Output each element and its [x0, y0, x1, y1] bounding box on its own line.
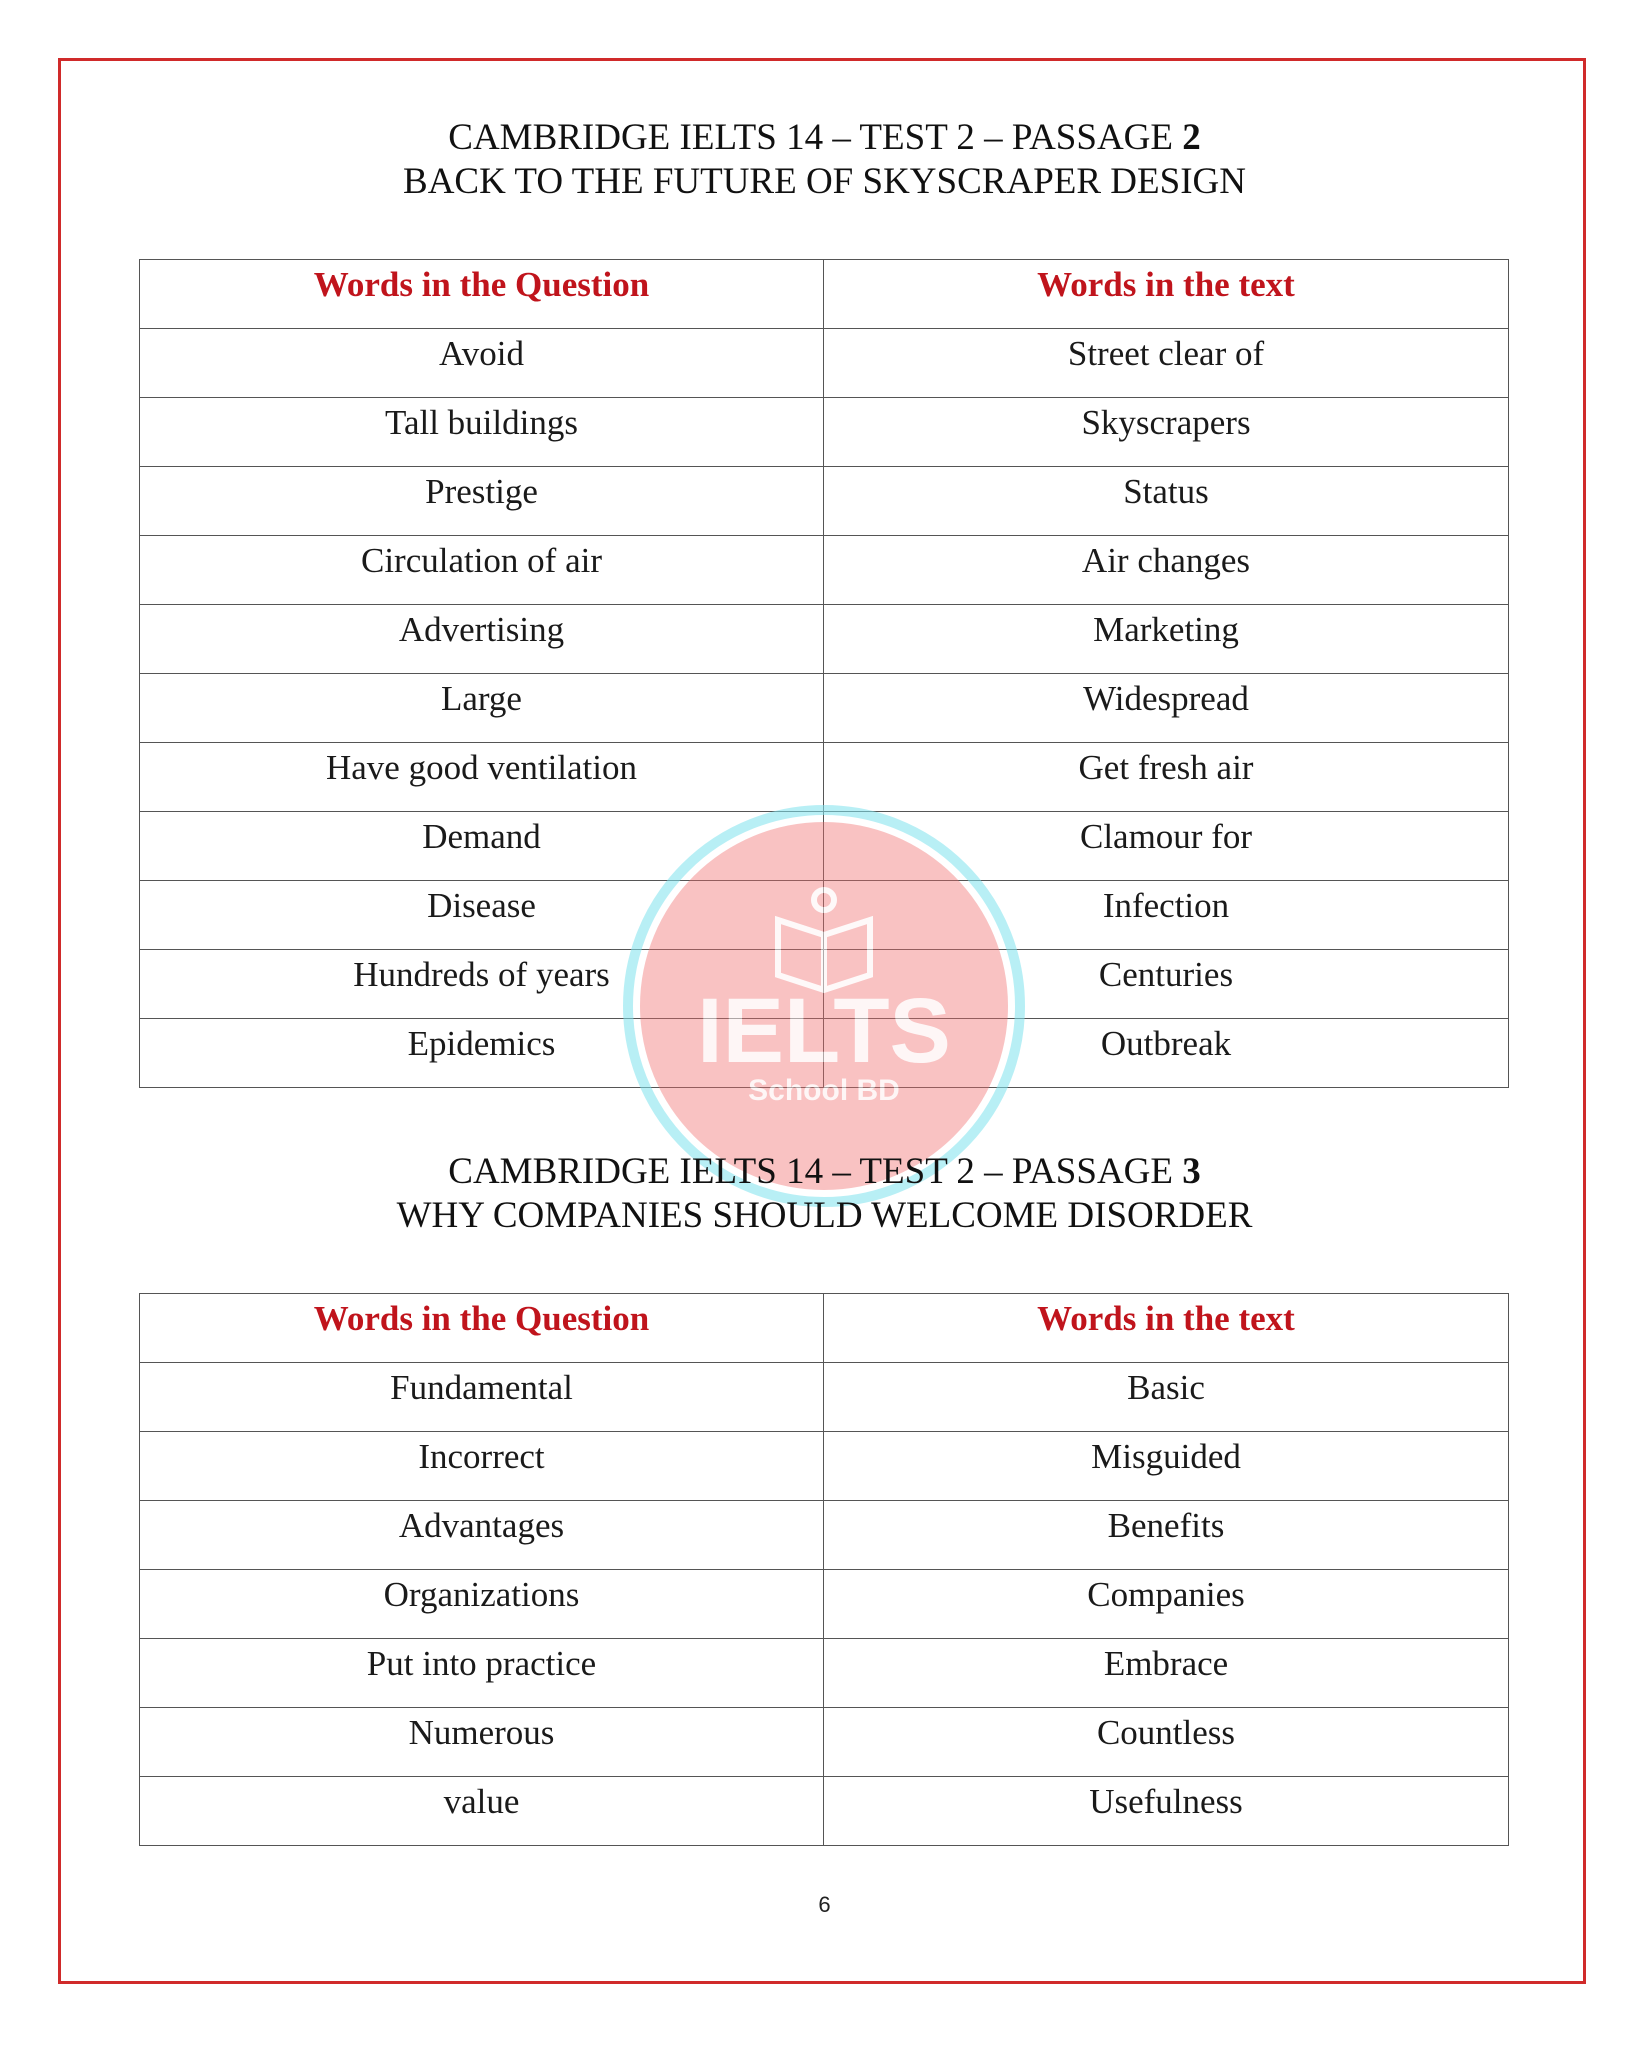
vocab-table-2 [139, 1293, 1509, 1846]
column-header-question: Words in the Question [140, 260, 824, 329]
table-header-row [140, 1294, 1509, 1363]
table-row [140, 1777, 1509, 1846]
question-word-cell: Epidemics [140, 1019, 824, 1088]
vocab-table-1 [139, 259, 1509, 1088]
section-2-heading [0, 1150, 1649, 1238]
table-row [140, 950, 1509, 1019]
question-word-cell: Organizations [140, 1570, 824, 1639]
column-header-question: Words in the Question [140, 1294, 824, 1363]
question-word-cell: value [140, 1777, 824, 1846]
table-row [140, 1708, 1509, 1777]
table-row [140, 398, 1509, 467]
section-1-heading [0, 116, 1649, 204]
text-word-cell: Infection [824, 881, 1509, 950]
table-row [140, 743, 1509, 812]
table-row [140, 674, 1509, 743]
text-word-cell: Usefulness [824, 1777, 1509, 1846]
question-word-cell: Prestige [140, 467, 824, 536]
question-word-cell: Demand [140, 812, 824, 881]
text-word-cell: Widespread [824, 674, 1509, 743]
section-1-title [0, 116, 1649, 160]
question-word-cell: Large [140, 674, 824, 743]
table-row [140, 605, 1509, 674]
page-number: 6 [818, 1892, 831, 1917]
text-word-cell: Basic [824, 1363, 1509, 1432]
section-1-subtitle: BACK TO THE FUTURE OF SKYSCRAPER DESIGN [403, 161, 1246, 202]
text-word-cell: Misguided [824, 1432, 1509, 1501]
question-word-cell: Advertising [140, 605, 824, 674]
watermark-title: IELTS [697, 980, 951, 1082]
text-word-cell: Embrace [824, 1639, 1509, 1708]
text-word-cell: Marketing [824, 605, 1509, 674]
question-word-cell: Disease [140, 881, 824, 950]
question-word-cell: Incorrect [140, 1432, 824, 1501]
table-row [140, 1570, 1509, 1639]
table-row [140, 1363, 1509, 1432]
section-1-passage-number: 2 [1182, 117, 1201, 158]
question-word-cell: Have good ventilation [140, 743, 824, 812]
text-word-cell: Companies [824, 1570, 1509, 1639]
question-word-cell: Advantages [140, 1501, 824, 1570]
section-2-passage-number: 3 [1182, 1151, 1201, 1192]
table-header-row [140, 260, 1509, 329]
table-row [140, 467, 1509, 536]
watermark-subtitle: School BD [748, 1074, 900, 1107]
column-header-text: Words in the text [824, 260, 1509, 329]
question-word-cell: Tall buildings [140, 398, 824, 467]
table-row [140, 812, 1509, 881]
text-word-cell: Get fresh air [824, 743, 1509, 812]
table-row [140, 329, 1509, 398]
section-2-title-prefix: CAMBRIDGE IELTS 14 – TEST 2 – PASSAGE [448, 1151, 1183, 1192]
text-word-cell: Outbreak [824, 1019, 1509, 1088]
table-row [140, 1432, 1509, 1501]
text-word-cell: Status [824, 467, 1509, 536]
question-word-cell: Put into practice [140, 1639, 824, 1708]
column-header-text: Words in the text [824, 1294, 1509, 1363]
text-word-cell: Air changes [824, 536, 1509, 605]
section-2-title [0, 1150, 1649, 1194]
text-word-cell: Benefits [824, 1501, 1509, 1570]
table-row [140, 536, 1509, 605]
question-word-cell: Circulation of air [140, 536, 824, 605]
section-1-title-prefix: CAMBRIDGE IELTS 14 – TEST 2 – PASSAGE [448, 117, 1183, 158]
question-word-cell: Avoid [140, 329, 824, 398]
text-word-cell: Centuries [824, 950, 1509, 1019]
question-word-cell: Numerous [140, 1708, 824, 1777]
section-2-subtitle: WHY COMPANIES SHOULD WELCOME DISORDER [396, 1195, 1253, 1236]
text-word-cell: Street clear of [824, 329, 1509, 398]
table-row [140, 1019, 1509, 1088]
text-word-cell: Skyscrapers [824, 398, 1509, 467]
question-word-cell: Hundreds of years [140, 950, 824, 1019]
table-row [140, 1639, 1509, 1708]
table-row [140, 881, 1509, 950]
text-word-cell: Clamour for [824, 812, 1509, 881]
question-word-cell: Fundamental [140, 1363, 824, 1432]
table-row [140, 1501, 1509, 1570]
text-word-cell: Countless [824, 1708, 1509, 1777]
